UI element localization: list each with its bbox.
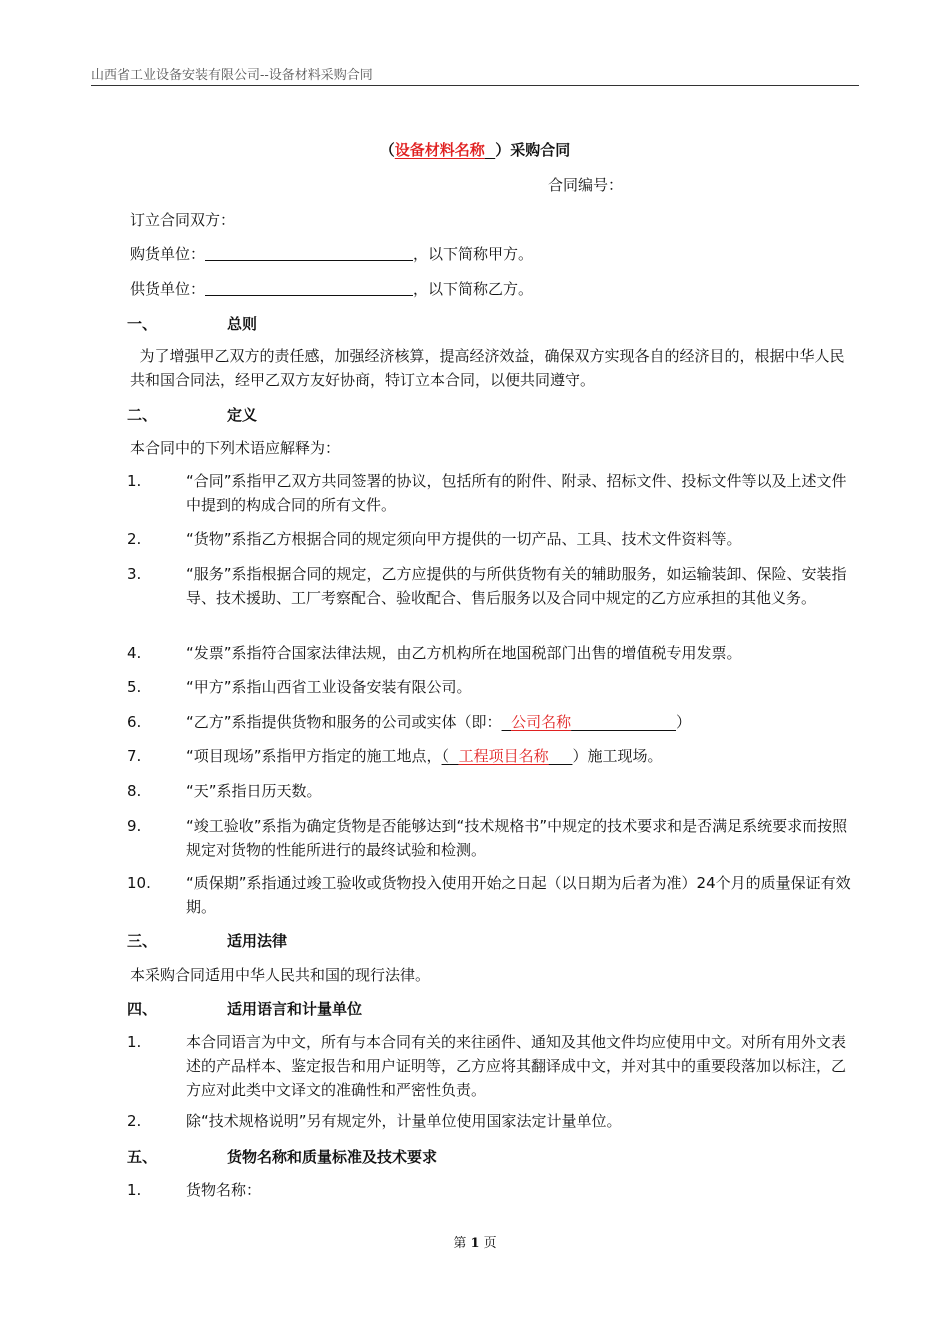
list-item: “甲方”系指山西省工业设备安装有限公司。 [186, 678, 472, 696]
supplier-blank [205, 279, 413, 296]
list-item: “项目现场”系指甲方指定的施工地点，（ 工程项目名称 ）施工现场。 [186, 747, 663, 765]
list-item: “质保期”系指通过竣工验收或货物投入使用开始之日起（以日期为后者为准）24个月的质量保证有效期。 [186, 874, 851, 916]
list-number: 3. [127, 565, 142, 583]
list-number: 5. [127, 678, 142, 696]
buyer-line: 购货单位： ，以下简称甲方。 [130, 245, 534, 263]
list-number: 9. [127, 817, 142, 835]
list-item: 本合同语言为中文，所有与本合同有关的来往函件、通知及其他文件均应使用中文。对所有用外文表述的产品样本、鉴定报告和用户证明等，乙方应将其翻译成中文，并对其中的重要段落加以标注，乙方应对此类中文译文的准确性和严密性负责。 [186, 1033, 847, 1099]
section-heading: 五、 货物名称和质量标准及技术要求 [127, 1148, 438, 1166]
supplier-line: 供货单位： ，以下简称乙方。 [130, 280, 534, 298]
list-number: 6. [127, 713, 142, 731]
list-item: “天”系指日历天数。 [186, 782, 322, 800]
contract-number-label: 合同编号： [548, 176, 624, 194]
project-name-placeholder: 工程项目名称 [458, 747, 549, 765]
list-item: “发票”系指符合国家法律法规，由乙方机构所在地国税部门出售的增值税专用发票。 [186, 644, 742, 662]
section-heading: 二、 定义 [127, 406, 258, 424]
company-name-placeholder: 公司名称 [511, 713, 572, 731]
list-number: 2. [127, 530, 142, 548]
list-number: 2. [127, 1112, 142, 1130]
list-number: 1. [127, 1033, 142, 1051]
list-item: “货物”系指乙方根据合同的规定须向甲方提供的一切产品、工具、技术文件资料等。 [186, 530, 742, 548]
list-item: “竣工验收”系指为确定货物是否能够达到“技术规格书”中规定的技术要求和是否满足系统要求而按照规定对货物的性能所进行的最终试验和检测。 [186, 817, 848, 859]
list-item: “服务”系指根据合同的规定，乙方应提供的与所供货物有关的辅助服务，如运输装卸、保险、安装指导、技术援助、工厂考察配合、验收配合、售后服务以及合同中规定的乙方应承担的其他义务。 [186, 565, 847, 607]
list-item: “合同”系指甲乙双方共同签署的协议，包括所有的附件、附录、招标文件、投标文件等以及上述文件中提到的构成合同的所有文件。 [186, 472, 847, 514]
list-item: 货物名称： [186, 1181, 262, 1199]
list-number: 7. [127, 747, 142, 765]
page-number: 1 [470, 1236, 480, 1251]
section-heading: 三、 适用法律 [127, 932, 288, 950]
definitions-intro: 本合同中的下列术语应解释为： [130, 439, 341, 457]
section-heading: 一、 总则 [127, 315, 258, 333]
list-number: 1. [127, 1181, 142, 1199]
general-paragraph: 为了增强甲乙双方的责任感，加强经济核算，提高经济效益，确保双方实现各自的经济目的，根据中华人民共和国合同法，经甲乙双方友好协商，特订立本合同，以便共同遵守。 [130, 347, 845, 389]
page-header: 山西省工业设备安装有限公司--设备材料采购合同 [91, 68, 373, 83]
header-rule [91, 85, 859, 86]
contract-title: （设备材料名称 ）采购合同 [379, 141, 571, 159]
list-number: 8. [127, 782, 142, 800]
buyer-blank [205, 244, 413, 261]
list-item: 除“技术规格说明”另有规定外，计量单位使用国家法定计量单位。 [186, 1112, 622, 1130]
list-number: 10. [127, 874, 151, 892]
page-footer: 第 1 页 [453, 1236, 497, 1251]
section-heading: 四、 适用语言和计量单位 [127, 1000, 363, 1018]
list-number: 1. [127, 472, 142, 490]
parties-label: 订立合同双方： [130, 211, 236, 229]
title-field-placeholder: 设备材料名称 [394, 141, 485, 159]
list-number: 4. [127, 644, 142, 662]
law-paragraph: 本采购合同适用中华人民共和国的现行法律。 [130, 966, 431, 984]
list-item: “乙方”系指提供货物和服务的公司或实体（即： 公司名称 ） [186, 713, 692, 731]
